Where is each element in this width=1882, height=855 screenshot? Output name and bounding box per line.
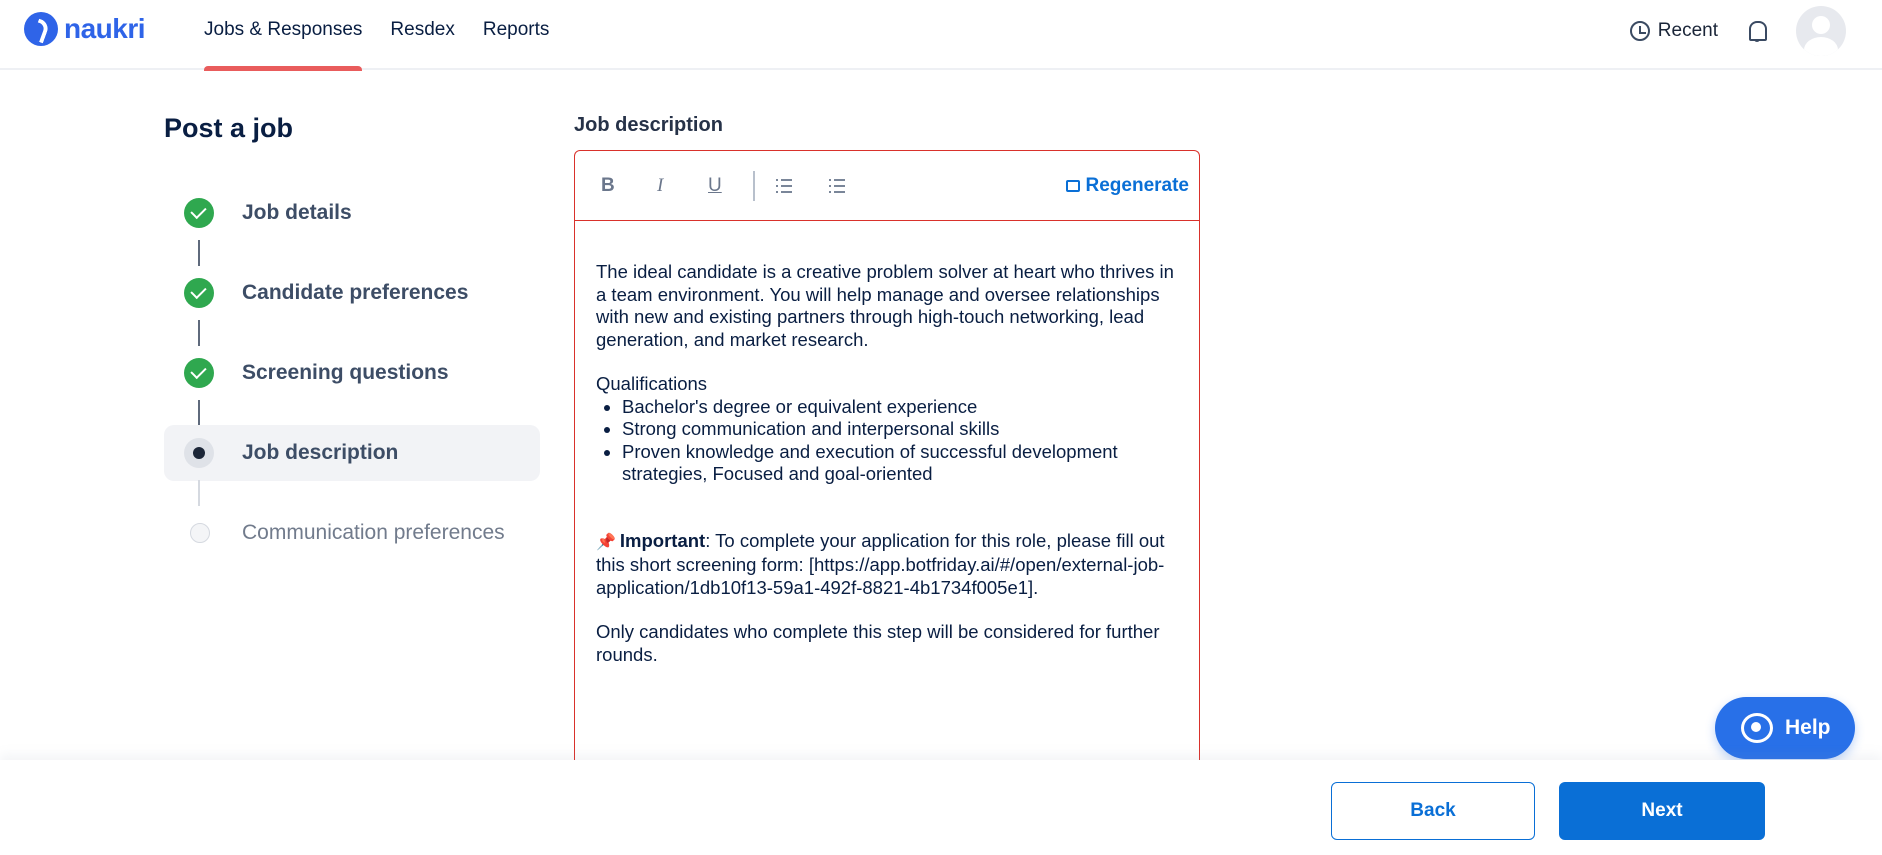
current-step-icon [184, 438, 214, 468]
important-paragraph [596, 530, 1179, 600]
toolbar-divider [753, 171, 755, 201]
pushpin-icon: 📌 [596, 533, 616, 551]
nav-jobs-responses[interactable]: Jobs & Responses [204, 0, 362, 70]
naukri-logo[interactable] [24, 12, 145, 46]
history-icon [1630, 21, 1650, 41]
footer-bar [0, 760, 1882, 855]
step-connector [198, 240, 200, 266]
recent-button[interactable] [1630, 20, 1718, 42]
underline-button[interactable]: U [708, 175, 722, 196]
step-label: Job description [242, 441, 399, 464]
step-job-description[interactable] [164, 425, 540, 481]
check-icon [184, 198, 214, 228]
nav-resdex[interactable]: Resdex [390, 19, 455, 40]
recent-label: Recent [1657, 20, 1718, 41]
important-text: : To complete your application for this role, please fill out this short screening form: [https://app.botfriday.ai/#/open/external-job-application/1db10f13-59a1-492f-8821-4b1734f005e1]. [596, 529, 1165, 598]
main-nav [204, 0, 549, 70]
qualifications-heading: Qualifications [596, 373, 708, 394]
list-item: • Strong communication and interpersonal skills [622, 418, 1179, 441]
user-avatar[interactable] [1796, 6, 1846, 56]
editor-toolbar [575, 151, 1199, 221]
nav-reports[interactable]: Reports [482, 19, 550, 40]
support-headset-icon [1741, 713, 1773, 743]
editor-content[interactable] [575, 221, 1199, 666]
important-label: Important [619, 529, 706, 551]
step-screening-questions[interactable] [164, 345, 540, 401]
bullet-list-icon[interactable] [776, 179, 792, 193]
refresh-icon [1066, 180, 1080, 192]
list-item: • Proven knowledge and execution of successful development strategies, Focused and goal-oriented [622, 441, 1179, 486]
bold-button[interactable]: B [601, 175, 615, 196]
notification-bell-icon[interactable] [1746, 19, 1768, 43]
italic-button[interactable]: I [657, 175, 664, 196]
check-icon [184, 358, 214, 388]
step-connector [198, 480, 200, 506]
qualifications-list [622, 396, 1179, 486]
header-actions [1630, 6, 1846, 56]
closing-paragraph: Only candidates who complete this step will be considered for further rounds. [596, 621, 1160, 665]
step-communication-preferences[interactable] [164, 505, 540, 561]
back-button[interactable]: Back [1331, 782, 1535, 840]
step-connector [198, 400, 200, 426]
regenerate-label: Regenerate [1085, 175, 1189, 196]
check-icon [184, 278, 214, 308]
step-label: Screening questions [242, 361, 449, 384]
page-title: Post a job [164, 113, 294, 143]
help-label: Help [1785, 716, 1831, 739]
step-job-details[interactable] [164, 185, 540, 241]
pending-step-icon [190, 523, 210, 543]
top-header [0, 0, 1882, 70]
list-item: • Bachelor's degree or equivalent experience [622, 396, 1179, 419]
job-description-editor[interactable] [574, 150, 1200, 770]
help-button[interactable] [1715, 697, 1855, 759]
numbered-list-icon[interactable] [829, 179, 845, 193]
step-candidate-preferences[interactable] [164, 265, 540, 321]
naukri-logo-icon [24, 12, 58, 46]
job-description-label: Job description [574, 114, 723, 136]
next-button[interactable]: Next [1559, 782, 1765, 840]
step-label: Job details [242, 201, 352, 224]
step-label: Communication preferences [242, 521, 505, 544]
regenerate-button[interactable] [1066, 175, 1190, 197]
step-label: Candidate preferences [242, 281, 469, 304]
step-connector [198, 320, 200, 346]
brand-name: naukri [64, 13, 146, 44]
intro-paragraph: The ideal candidate is a creative problem solver at heart who thrives in a team environment. You will help manage and oversee relationships with new and existing partners through high-touch networking, lead generation, and market research. [596, 261, 1174, 350]
